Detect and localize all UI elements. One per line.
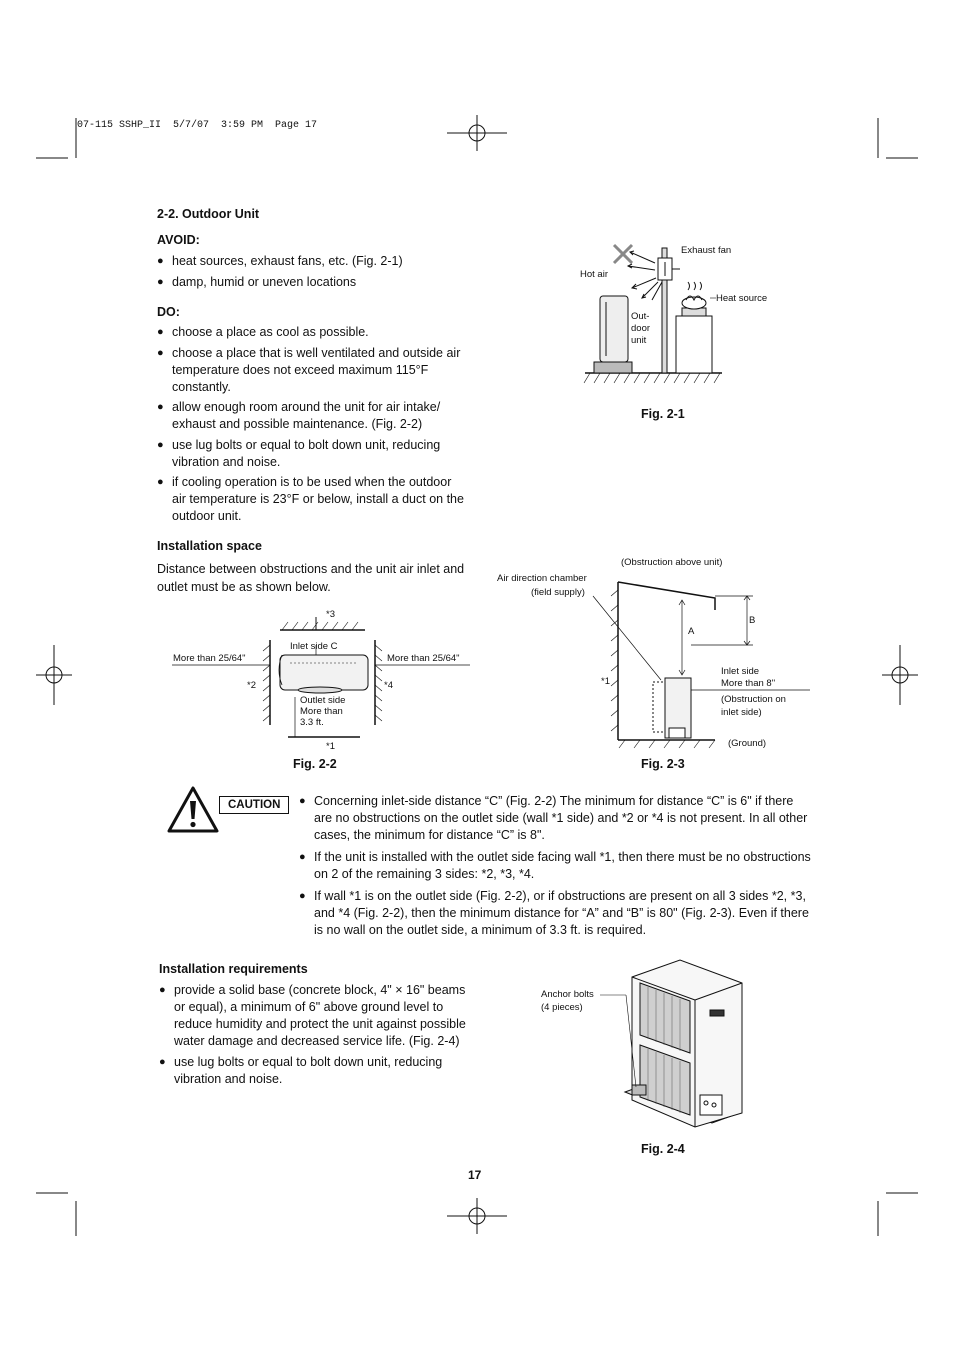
label-outlet-3: 3.3 ft.: [300, 717, 324, 728]
label-hot-air: Hot air: [580, 269, 608, 280]
fig-2-1-diagram: [570, 238, 770, 388]
fig-2-3-diagram: [495, 570, 815, 760]
label-star3: *3: [326, 609, 335, 620]
list-item: ● choose a place that is well ventilated and outside air temperature does not exceed maximum 115°F constantly.: [157, 345, 467, 396]
requirements-list: [159, 982, 469, 1091]
label-a: A: [688, 626, 695, 637]
label-star1: *1: [326, 741, 335, 752]
warning-triangle-icon: [166, 785, 220, 835]
label-exhaust-fan: Exhaust fan: [681, 245, 732, 256]
list-item: ● Concerning inlet-side distance “C” (Fig. 2-2) The minimum for distance “C” is 6" if there are no obstructions on the outlet side (wall *1 side) and *2 or *4 is not present. In all other cases, the minimum for distance “C” is 8".: [299, 793, 813, 844]
list-item: ● heat sources, exhaust fans, etc. (Fig. 2-1): [157, 253, 467, 270]
caution-label: CAUTION: [219, 796, 289, 814]
list-item: ● choose a place as cool as possible.: [157, 324, 467, 341]
fig-2-4-diagram: [540, 955, 755, 1130]
registration-mark-top: [447, 115, 507, 151]
list-item: ● damp, humid or uneven locations: [157, 274, 467, 291]
label-star4: *4: [384, 680, 393, 691]
label-anchor-1: Anchor bolts: [541, 989, 594, 1000]
list-item: ● if cooling operation is to be used when the outdoor air temperature is 23°F or below, install a duct on the outdoor unit.: [157, 474, 467, 525]
registration-mark-bottom: [447, 1198, 507, 1234]
label-more-left: More than 25/64": [173, 653, 246, 664]
label-star1-fig3: *1: [601, 676, 610, 687]
list-item: ● If wall *1 is on the outlet side (Fig. 2-2), or if obstructions are present on all 3 sides *2, *3, and *4 (Fig. 2-2), then the minimum distance for “A” and “B” is 80" (Fig. 2-3). Even if there is no wall on the outlet side, a minimum of 3.3 ft. is required.: [299, 888, 813, 939]
label-outdoor-unit-2: door: [631, 323, 651, 334]
label-ground: (Ground): [728, 738, 767, 749]
label-air-dir-1: Air direction chamber: [497, 573, 587, 584]
label-inlet-2: More than 8": [721, 678, 776, 689]
list-item: ● use lug bolts or equal to bolt down unit, reducing vibration and noise.: [157, 437, 467, 471]
page-number: 17: [468, 1168, 482, 1182]
fig-2-1-caption: Fig. 2-1: [641, 407, 685, 421]
label-inlet-c: Inlet side C: [290, 641, 338, 652]
label-star2: *2: [247, 680, 256, 691]
avoid-list: [157, 253, 467, 294]
list-item: ● If the unit is installed with the outlet side facing wall *1, then there must be no obstructions on 2 of the remaining 3 sides: *2, *3, *4.: [299, 849, 813, 883]
registration-mark-right: [882, 645, 918, 705]
label-more-right: More than 25/64": [387, 653, 460, 664]
do-list: [157, 324, 467, 529]
requirements-heading: Installation requirements: [159, 962, 308, 976]
install-space-heading: Installation space: [157, 539, 262, 553]
label-obstruction-above: (Obstruction above unit): [621, 557, 723, 568]
label-outlet-1: Outlet side: [300, 695, 346, 706]
section-title: 2-2. Outdoor Unit: [157, 207, 260, 221]
label-anchor-2: (4 pieces): [541, 1002, 583, 1013]
list-item: ● use lug bolts or equal to bolt down unit, reducing vibration and noise.: [159, 1054, 469, 1088]
label-outlet-2: More than: [300, 706, 343, 717]
label-outdoor-unit-1: Out-: [631, 311, 650, 322]
label-inlet-1: Inlet side: [721, 666, 760, 677]
label-outdoor-unit-3: unit: [631, 335, 647, 346]
caution-list: [299, 793, 813, 943]
label-obst-inlet-1: (Obstruction on: [721, 694, 786, 705]
install-space-text: Distance between obstructions and the unit air inlet and outlet must be as shown below.: [157, 562, 465, 594]
label-obst-inlet-2: inlet side): [721, 707, 762, 718]
registration-mark-left: [36, 645, 72, 705]
label-b: B: [749, 615, 756, 626]
label-heat-source: Heat source: [716, 293, 768, 304]
fig-2-2-caption: Fig. 2-2: [293, 757, 337, 771]
list-item: ● allow enough room around the unit for air intake/ exhaust and possible maintenance. (Fig. 2-2): [157, 399, 467, 433]
list-item: ● provide a solid base (concrete block, 4" × 16" beams or equal), a minimum of 6" above ground level to reduce humidity and protect the unit against possible water damage and decreased service life. (Fig. 2-4): [159, 982, 469, 1050]
do-heading: DO:: [157, 305, 180, 319]
fig-2-2-diagram: [170, 605, 470, 755]
fig-2-3-caption: Fig. 2-3: [641, 757, 685, 771]
avoid-heading: AVOID:: [157, 233, 200, 247]
fig-2-4-caption: Fig. 2-4: [641, 1142, 685, 1156]
label-air-dir-2: (field supply): [531, 587, 585, 598]
print-header: 07-115 SSHP_II 5/7/07 3:59 PM Page 17: [77, 120, 318, 131]
